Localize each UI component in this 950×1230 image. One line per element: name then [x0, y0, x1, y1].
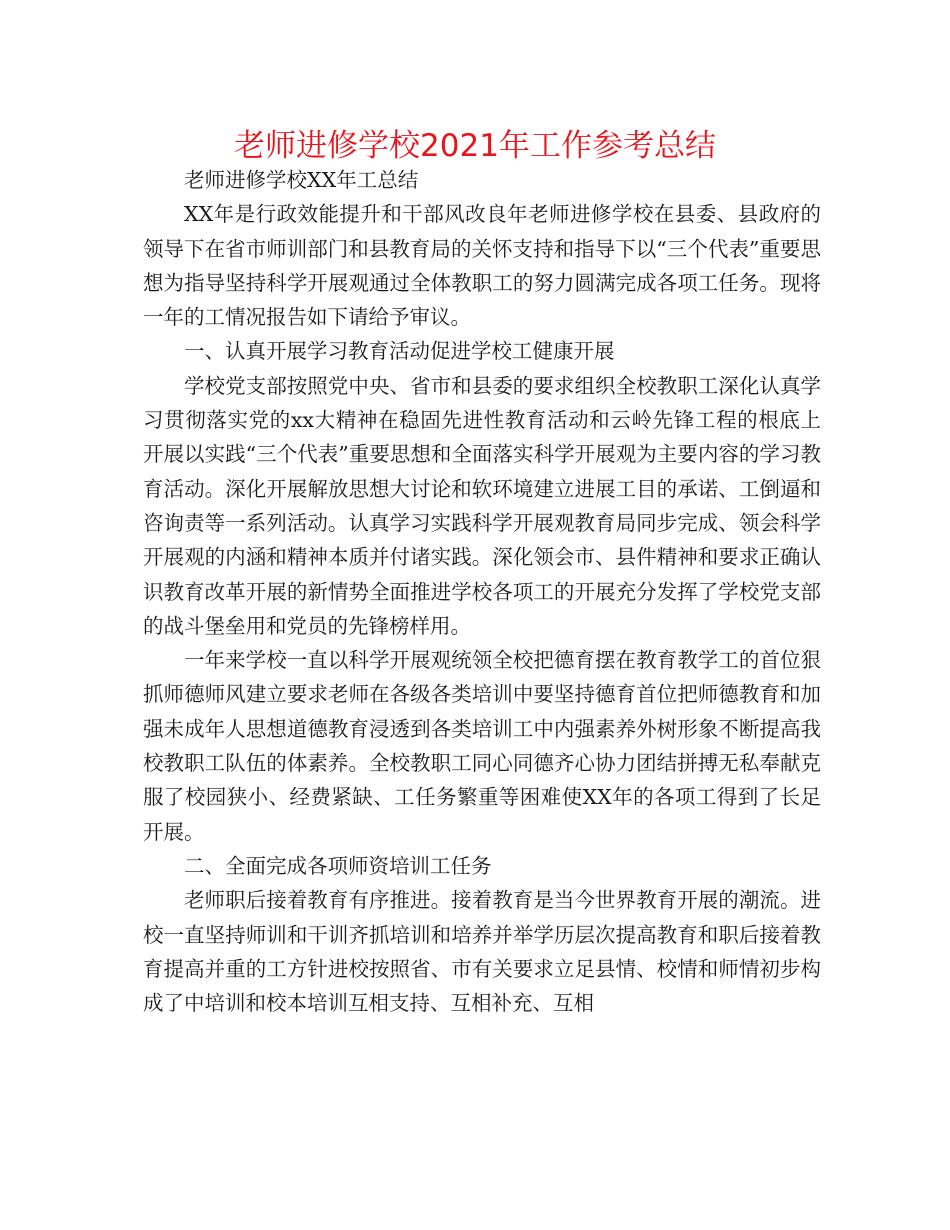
subtitle-paragraph: 老师进修学校XX年工总结 — [184, 168, 419, 192]
section-heading-2: 二、全面完成各项师资培训工任务 — [184, 853, 492, 878]
document-title: 老师进修学校2021年工作参考总结 — [234, 128, 716, 164]
body-paragraph: 老师职后接着教育有序推进。接着教育是当今世界教育开展的潮流。进校一直坚持师训和干训齐抓培训和培养并举学历层次提高教育和职后接着教育提高并重的工方针进校按照省、市有关要求立足县情、校情和师情初步构成了中培训和校本培训互相支持、互相补充、互相 — [143, 888, 821, 1016]
body-paragraph: 学校党支部按照党中央、省市和县委的要求组织全校教职工深化认真学习贯彻落实党的xx大精神在稳固先进性教育活动和云岭先锋工程的根底上开展以实践“三个代表”重要思想和全面落实科学开展观为主要内容的学习教育活动。深化开展解放思想大讨论和软环境建立进展工目的承诺、工倒逼和咨询责等一系列活动。认真学习实践科学开展观教育局同步完成、领会科学开展观的内涵和精神本质并付诸实践。深化领会市、县件精神和要求正确认识教育改革开展的新情势全面推进学校各项工的开展充分发挥了学校党支部的战斗堡垒用和党员的先锋榜样用。 — [143, 373, 821, 638]
section-heading-1: 一、认真开展学习教育活动促进学校工健康开展 — [184, 339, 615, 364]
document-body — [143, 163, 821, 1020]
intro-paragraph: XX年是行政效能提升和干部风改良年老师进修学校在县委、县政府的领导下在省市师训部门和县教育局的关怀支持和指导下以“三个代表”重要思想为指导坚持科学开展观通过全体教职工的努力圆满完成各项工任务。现将一年的工情况报告如下请给予审议。 — [143, 202, 821, 330]
body-paragraph: 一年来学校一直以科学开展观统领全校把德育摆在教育教学工的首位狠抓师德师风建立要求老师在各级各类培训中要坚持德育首位把师德教育和加强未成年人思想道德教育浸透到各类培训工中内强素养外树形象不断提高我校教职工队伍的体素养。全校教职工同心同德齐心协力团结拼搏无私奉献克服了校园狭小、经费紧缺、工任务繁重等困难使XX年的各项工得到了长足开展。 — [143, 648, 821, 844]
